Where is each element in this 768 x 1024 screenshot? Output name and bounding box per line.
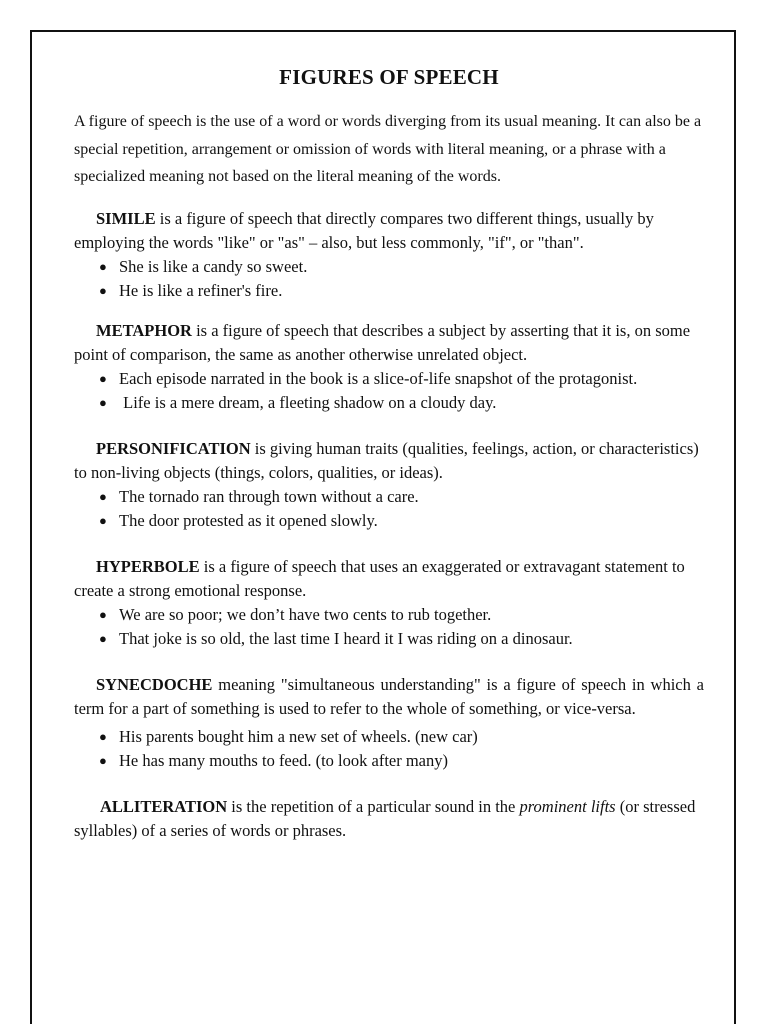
example-text: She is like a candy so sweet. (119, 256, 308, 276)
example-text: The tornado ran through town without a care. (119, 486, 419, 506)
section-alliteration (74, 795, 704, 843)
bullet-icon: ● (99, 282, 107, 298)
list-item (99, 725, 704, 749)
alliteration-italic-text: prominent lifts (519, 796, 616, 816)
list-item (99, 509, 704, 533)
example-text: Each episode narrated in the book is a slice-of-life snapshot of the protagonist. (119, 368, 638, 388)
example-text: The door protested as it opened slowly. (119, 510, 378, 530)
synecdoche-definition (74, 673, 704, 721)
bullet-icon: ● (99, 728, 107, 744)
simile-examples (74, 255, 704, 303)
example-text: That joke is so old, the last time I heard it I was riding on a dinosaur. (119, 628, 573, 648)
alliteration-definition-text: is the repetition of a particular sound in the (227, 796, 520, 816)
simile-definition-text: is a figure of speech that directly compares two different things, usually by employing the words "like" or "as" – also, but less commonly, "if", or "than". (74, 208, 654, 252)
example-text: We are so poor; we don’t have two cents to rub together. (119, 604, 492, 624)
term-simile: SIMILE (96, 208, 156, 228)
bullet-icon: ● (99, 752, 107, 768)
list-item (99, 255, 704, 279)
synecdoche-definition-text: meaning "simultaneous understanding" is a figure of speech in which a term for a part of something is used to refer to the whole of something, or vice-versa. (74, 674, 704, 718)
synecdoche-examples (74, 725, 704, 773)
example-text: He is like a refiner's fire. (119, 280, 283, 300)
hyperbole-examples (74, 603, 704, 651)
bullet-icon: ● (99, 606, 107, 622)
list-item (99, 627, 704, 651)
term-alliteration: ALLITERATION (100, 796, 228, 816)
section-simile (74, 207, 704, 303)
list-item (99, 603, 704, 627)
personification-definition (74, 437, 704, 485)
simile-definition (74, 207, 704, 255)
bullet-icon: ● (99, 394, 107, 410)
term-metaphor: METAPHOR (96, 320, 192, 340)
bullet-icon: ● (99, 488, 107, 504)
section-personification (74, 437, 704, 533)
term-hyperbole: HYPERBOLE (96, 556, 200, 576)
example-text: He has many mouths to feed. (to look after many) (119, 750, 448, 770)
hyperbole-definition (74, 555, 704, 603)
metaphor-definition-text: is a figure of speech that describes a subject by asserting that it is, on some point of comparison, the same as another otherwise unrelated object. (74, 320, 691, 364)
intro-paragraph: A figure of speech is the use of a word or words diverging from its usual meaning. It can also be a special repetition, arrangement or omission of words with literal meaning, or a phrase with a specialized meaning not based on the literal meaning of the words. (74, 113, 702, 185)
bullet-icon: ● (99, 630, 107, 646)
document-body (74, 62, 704, 843)
list-item (99, 485, 704, 509)
list-item (99, 391, 704, 415)
section-synecdoche (74, 673, 704, 773)
example-text: Life is a mere dream, a fleeting shadow on a cloudy day. (119, 392, 497, 412)
personification-definition-text: is giving human traits (qualities, feelings, action, or characteristics) to non-living objects (things, colors, qualities, or ideas). (74, 438, 699, 482)
section-metaphor (74, 319, 704, 415)
alliteration-definition-tail: (or stressed syllables) of a series of words or phrases. (74, 796, 696, 840)
example-text: His parents bought him a new set of wheels. (new car) (119, 726, 478, 746)
hyperbole-definition-text: is a figure of speech that uses an exaggerated or extravagant statement to create a strong emotional response. (74, 556, 685, 600)
list-item (99, 279, 704, 303)
metaphor-examples (74, 367, 704, 415)
term-synecdoche: SYNECDOCHE (96, 674, 213, 694)
personification-examples (74, 485, 704, 533)
bullet-icon: ● (99, 258, 107, 274)
page-title: FIGURES OF SPEECH (279, 65, 499, 89)
metaphor-definition (74, 319, 704, 367)
list-item (99, 367, 704, 391)
bullet-icon: ● (99, 370, 107, 386)
alliteration-definition (74, 795, 704, 843)
list-item (99, 749, 704, 773)
section-hyperbole (74, 555, 704, 651)
bullet-icon: ● (99, 512, 107, 528)
term-personification: PERSONIFICATION (96, 438, 251, 458)
